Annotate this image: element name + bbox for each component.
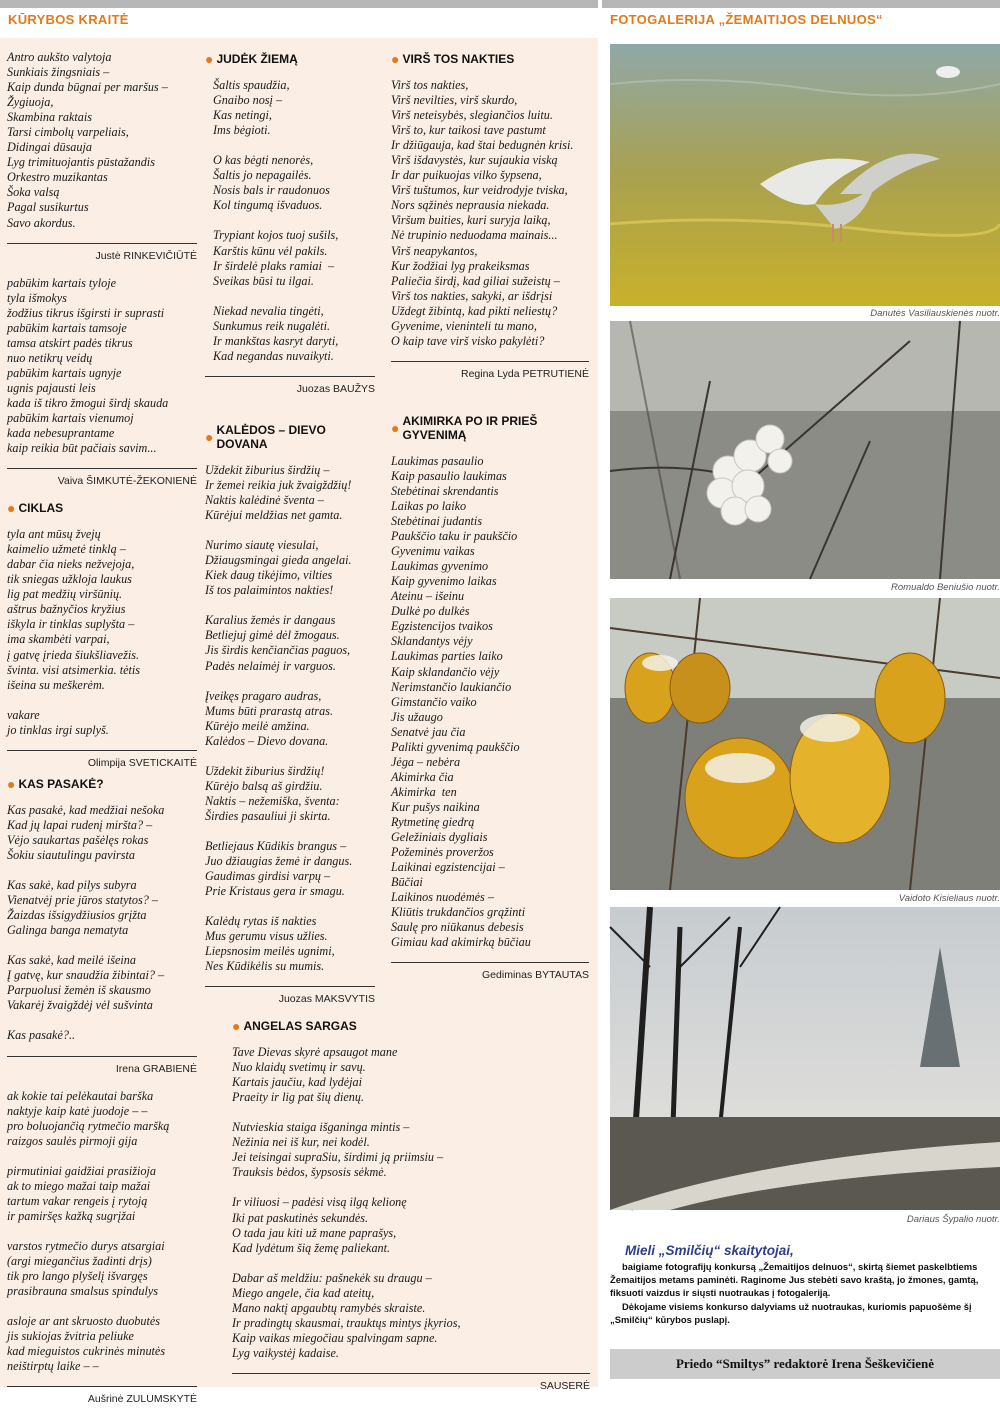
photo-credit: Danutės Vasiliauskienės nuotr. [870,308,1000,319]
poem-column-3 [391,50,589,995]
photo-credit: Vaidoto Kisieliaus nuotr. [898,893,1000,904]
divider [391,361,589,362]
poem-text: Antro aukšto valytoja Sunkiais žingsniais – Kaip dunda būgnai per maršus – Žygiuoja, Skambina raktais Tarsi cimbolų varpeliais, Didingai dūsauja Lyg trimituojantis pūstažandis Orkestro muzikantas Šoka valsą Pagal susikurtus Savo akordus. [7,50,168,230]
photo-seagulls [610,44,1000,306]
poem-angelas-sargas [232,1017,590,1406]
divider [391,962,589,963]
poem-column-1 [7,50,197,1419]
poem-author: Aušrinė ZULUMSKYTĖ [87,1393,197,1406]
top-bar-right [602,0,1000,8]
bullet-icon: ● [232,1018,241,1034]
poem-author: Regina Lyda PETRUTIENĖ [461,367,589,380]
poem-title: ● AKIMIRKA PO IR PRIEŠ GYVENIMĄ [391,413,538,442]
divider [232,1373,590,1374]
photo-credit: Dariaus Šypalio nuotr. [906,1214,1000,1225]
section-title-right: FOTOGALERIJA „ŽEMAITIJOS DELNUOS“ [610,12,883,27]
note-title: Mieli „Smilčių“ skaitytojai, [625,1243,794,1258]
poem-title: ● VIRŠ TOS NAKTIES [391,51,515,67]
autumn-leaves-image [610,598,1000,890]
poem-text: Šaltis spaudžia, Gnaibo nosį – Kas netingi, Ims bėgioti. O kas bėgti nenorės, Šaltis jo nepagailės. Nosis bals ir raudonuos Kol tingumą išvaduos. Trypiant kojos tuoj sušils, Karštis kūnu vėl pakils. Ir širdelė plaks ramiai – Sveikas būsi tu ilgai. Niekad nevalia tingėti, Sunkumus reik nugalėti. Ir mankštas kasryt daryti, Kad negandas nuvaikyti. [213,78,339,363]
bullet-icon: ● [7,500,16,517]
poem-title: ● ANGELAS SARGAS [232,1018,357,1034]
poem-text: Kas pasakė, kad medžiai nešoka Kad jų lapai rudenį miršta? – Vėjo saukartas pašėlęs rokas Šokiu siautulingu pavirsta Kas sakė, kad pilys subyra Vienatvėj prie jūros statytos? – Žaizdas išsigydžiusios grįžta Galinga banga nematyta Kas sakė, kad meilė išeina Į gatvę, kur snaudžia žibintai? – Parpuolusi žemėn iš skausmo Vakarėj žvaigždėj vėl sušvinta Kas pasakė?.. [7,802,165,1043]
snowberries-image [610,321,1000,579]
poem-title: ● CIKLAS [7,500,64,517]
readers-note [610,1243,1000,1326]
footer-editor: Priedo “Smiltys” redaktorė Irena Šeškevičienė [610,1349,1000,1379]
photo-misty-path [610,907,1000,1210]
poem-text: tyla ant mūsų žvejų kaimelio užmetė tinklą – dabar čia nieks nežvejoja, tik sniegas užkloja laukus lig pat medžių viršūnių. aštrus bažnyčios kryžius iškyla ir tinklas suplyšta – ima skambėti varpai, į gatvę įrieda šiukšliavežis. švinta. visi atsimerkia. tėtis išeina su meškerėm. vakare jo tinklas irgi suplyš. [7,527,141,737]
poem-author: Gediminas BYTAUTAS [482,969,589,982]
poem-text: Virš tos nakties, Virš nevilties, virš skurdo, Virš neteisybės, slegiančios luitu. Virš to, kur taikosi tave pastumt Ir džiūgauja, kad štai bedugnėn krisi. Virš išdavystės, kur sujaukia viską Ir dar puikuojas vilko šypsena, Virš tuštumos, kur veidrodyje tviska, Nors sąžinės neprausia niekada. Viršum buities, kuri suryja laiką, Nė trupinio neduodama mainais... Virš neapykantos, Kur žodžiai lyg prakeiksmas Paliečia širdį, kad giliai sužeistų – Virš tos nakties, sakyki, ar išdrįsi Uždegt žibintą, kad pikti neliestų? Gyvenime, vieninteli tu mano, O kaip tave virš visko pakylėti? [391,78,574,348]
divider [205,376,375,377]
poem-author: Juozas BAUŽYS [296,382,375,395]
note-thanks: Dėkojame visiems konkurso dalyviams už nuotraukas, kuriomis papuošėme šį „Smilčių“ kūrybos puslapį. [610,1300,972,1325]
bullet-icon: ● [391,51,400,67]
photo-autumn-leaves [610,598,1000,890]
poem-author: Vaiva ŠIMKUTĖ-ŽEKONIENĖ [57,475,197,488]
photo-credit: Romualdo Beniušio nuotr. [891,582,1000,593]
misty-path-image [610,907,1000,1210]
note-paragraph: baigiame fotografijų konkursą „Žemaitijos delnuos“, skirtą šiemet paskelbtiems Žemaitijos metams paminėti. Raginome Jus stebėti savo kraštą, jo žmones, gamtą, fiksuoti vaizdus ir siųsti nuotraukas į fotogaleriją. [610,1261,979,1299]
divider [7,468,197,469]
poem-title: ● KAS PASAKĖ? [7,775,104,792]
poem-author: Justė RINKEVIČIŪTĖ [95,249,197,262]
poem-author: SAUSERĖ [539,1379,590,1392]
bullet-icon: ● [391,419,400,436]
poem-title: ● JUDĖK ŽIEMĄ [205,51,298,67]
divider [7,1056,197,1057]
poem-author: Juozas MAKSVYTIS [278,993,375,1006]
poem-text: ak kokie tai pelėkautai barška naktyje kaip katė juodoje – – pro boluojančią rytmečio maršką raizgos saulės pirmoji gija pirmutiniai gaidžiai prasižioja ak to miego mažai taip mažai tartum vakar rengeis į rytoją ir pamiršęs kažką sugrįžai varstos rytmečio durys atsargiai (argi miegančius žadinti drįs) tik pro lango plyšelį išvargęs prasibrauna smalsus spindulys asloje ar ant skruosto duobutės jis sukiojas žvitria peliuke kad mieguistos cukrinės minutės neištirptų laike – – [7,1088,170,1374]
poem-author: Irena GRABIENĖ [115,1062,197,1075]
bullet-icon: ● [205,51,214,67]
divider [7,750,197,751]
bullet-icon: ● [7,775,16,792]
photo-snowberries [610,321,1000,579]
poem-text: Tave Dievas skyrė apsaugot mane Nuo klaidų svetimų ir savų. Kartais jaučiu, kad lydėjai Praeity ir lig pat šių dienų. Nutvieskia staiga išganinga mintis – Nežinia nei iš kur, nei kodėl. Jei teisingai supraSiu, širdimi ją priimsiu – Trauksis bėdos, šypsosis sėkmė. Ir viliuosi – padėsi visą ilgą kelionę Iki pat paskutinės sekundės. O tada jau kiti už mane paprašys, Kad lydėtum šią žemę paliekant. Dabar aš meldžiu: pašnekėk su draugu – Miego angele, čia kad ateitų, Mano naktį apgaubtų ramybės skraiste. Ir pradingtų skausmai, trauktųs mintys įkyrios, Kaip vaikas miegočiau spalvingam sapne. Lyg vaikystėj kadaise. [232,1045,461,1360]
poem-text: Uždekit žiburius širdžių – Ir žemei reikia juk žvaigždžių! Naktis kalėdinė šventa – Kūrėjui meldžias net gamta. Nurimo siautę viesulai, Džiaugsmingai gieda angelai. Kiek daug tikėjimo, vilties Iš tos palaimintos nakties! Karalius žemės ir dangaus Betliejuj gimė dėl žmogaus. Jis širdis kenčiančias paguos, Padės nelaimėj ir varguos. Įveikęs pragaro audras, Mums būti prarastą atras. Kūrėjo meilė amžina. Kalėdos – Dievo dovana. Uždekit žiburius širdžių! Kūrėjo balsą aš girdžiu. Naktis – nežemiška, šventa: Širdies pasauliui ji skirta. Betliejaus Kūdikis brangus – Juo džiaugias žemė ir dangus. Gaudimas girdisi varpų – Prie Kristaus gera ir smagu. Kalėdų rytas iš nakties Mus gerumu visus užlies. Liepsnosim meilės ugnimi, Nes Kūdikėlis su mumis. [205,462,353,974]
divider [205,986,375,987]
divider [7,243,197,244]
poem-author: Olimpija SVETICKAITĖ [87,756,197,769]
poem-text: Laukimas pasaulio Kaip pasaulio laukimas Stebėtinai skrendantis Laikas po laiko Stebėtinai judantis Paukščio taku ir paukščio Gyvenimu vaikas Laukimas gyvenimo Kaip gyvenimo laikas Ateinu – išeinu Dulkė po dulkės Egzistencijos tvaikos Sklandantys vėjy Laukimas parties laiko Kaip sklandančio vėjy Nerimstančio laukiančio Gimstančio vaiko Jis užaugo Senatvė jau čia Palikti gyvenimą paukščio Jėga – nebėra Akimirka čia Akimirka ten Kur pušys naikina Rytmetinę giedrą Geležiniais dygliais Požeminės proveržos Laikinai egzistencijai – Būčiai Laikinos nuodėmės – Kliūtis trukdančios grąžinti Saulę pro niūkanus debesis Gimiau kad akimirką būčiau [391,453,531,950]
note-body [610,1260,1000,1326]
bullet-icon: ● [205,428,214,445]
poem-column-2 [205,50,375,1019]
poem-title: ● KALĖDOS – DIEVO DOVANA [205,422,326,451]
divider [7,1386,197,1387]
seagulls-image [610,44,1000,306]
poem-text: pabūkim kartais tyloje tyla išmokys žodžius tikrus išgirsti ir suprasti pabūkim kartais tamsoje tamsa atskirt padės tikrus nuo netikrų veidų pabūkim kartais ugnyje ugnis pajausti leis kada iš tikro žmogui širdį skauda pabūkim kartais vienumoj kada nebesuprantame kaip reikia būt pačiais savim... [7,275,169,456]
section-title-left: KŪRYBOS KRAITĖ [8,12,129,27]
top-bar-left [0,0,598,8]
